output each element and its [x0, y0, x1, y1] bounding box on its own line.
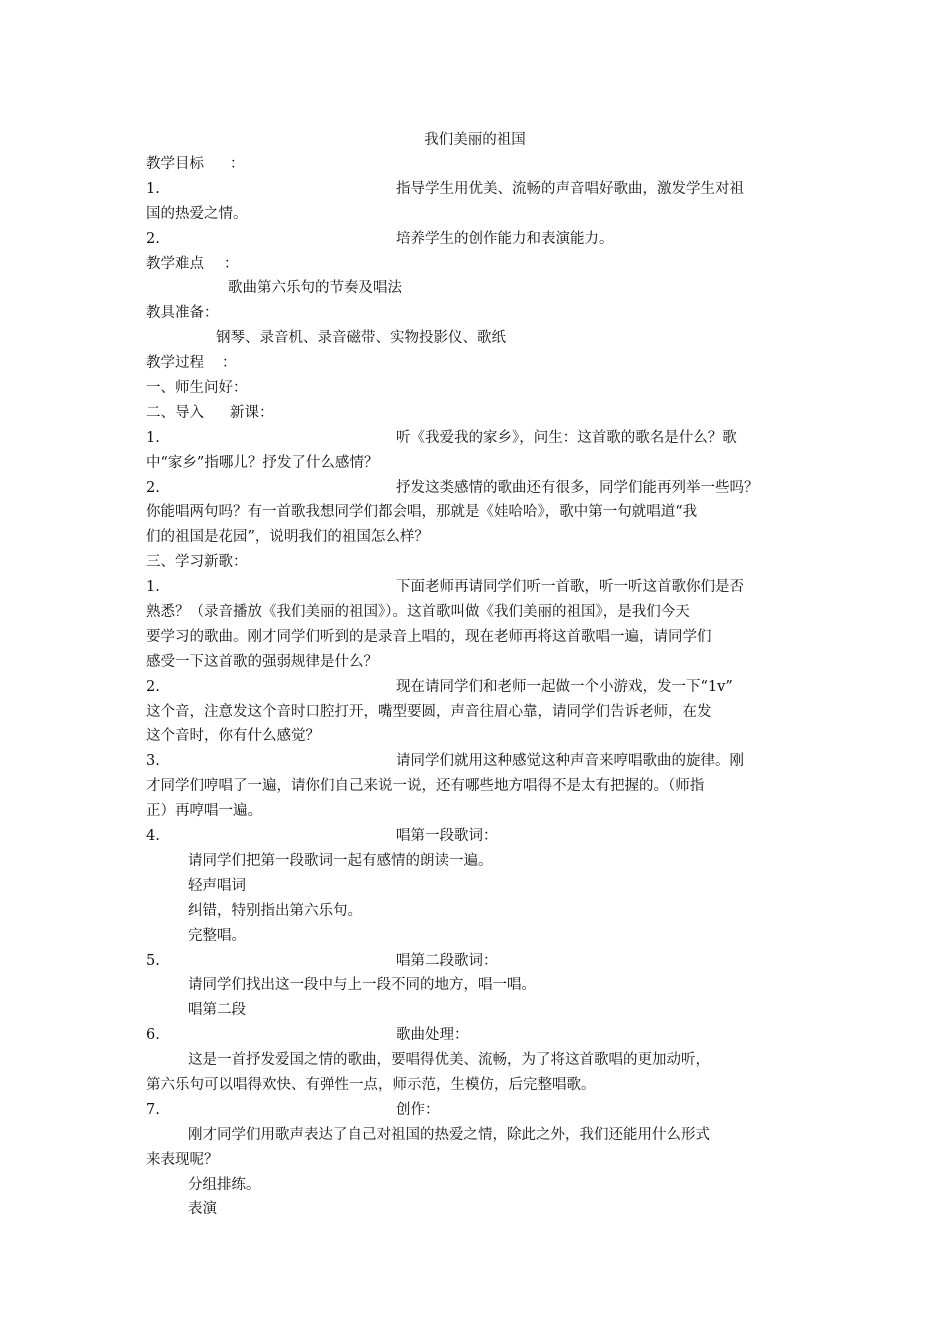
goal-item-2-number: 2.: [146, 230, 160, 247]
step-7-heading: [146, 1098, 810, 1123]
section-2-heading-a: 二、导入: [146, 404, 204, 421]
goals-heading-line: [146, 152, 810, 177]
process-heading-line: [146, 351, 810, 376]
goal-item-1-continuation: 国的热爱之情。: [146, 205, 248, 222]
step-7-title: 创作：: [396, 1101, 440, 1118]
document-body: [146, 152, 810, 1222]
learn-item-2-text: 现在请同学们和老师一起做一个小游戏，发一下“1v”: [396, 678, 733, 695]
difficulty-text: 歌曲第六乐句的节奏及唱法: [228, 280, 402, 297]
step-7-line-2: 表演: [188, 1201, 217, 1218]
learn-item-2: [146, 675, 810, 700]
step-4-line-3: 纠错，特别指出第六乐句。: [188, 902, 362, 919]
goal-item-1: [146, 177, 810, 202]
step-6-continuation: 第六乐句可以唱得欢快、有弹性一点，师示范，生模仿，后完整唱歌。: [146, 1076, 596, 1093]
learn-item-1-continuation-2: 要学习的歌曲。刚才同学们听到的是录音上唱的，现在老师再将这首歌唱一遍，请同学们: [146, 628, 712, 645]
learn-item-1: [146, 575, 810, 600]
learn-item-3-text: 请同学们就用这种感觉这种声音来哼唱歌曲的旋律。刚: [396, 753, 744, 770]
learn-item-2-continuation-1: 这个音，注意发这个音时口腔打开，嘴型要圆，声音往眉心靠，请同学们告诉老师，在发: [146, 703, 712, 720]
intro-item-2-text: 抒发这类感情的歌曲还有很多，同学们能再列举一些吗？: [396, 479, 759, 496]
step-7-number: 7.: [146, 1101, 160, 1118]
difficulty-colon: ：: [224, 255, 239, 272]
goals-heading: 教学目标: [146, 156, 204, 172]
intro-item-2-continuation-2: 们的祖国是花园”，说明我们的祖国怎么样？: [146, 529, 429, 546]
step-4-number: 4.: [146, 828, 160, 845]
intro-item-1-text: 听《我爱我的家乡》，问生：这首歌的歌名是什么？歌: [396, 429, 737, 446]
intro-item-2-number: 2.: [146, 479, 160, 496]
learn-item-3-continuation-2: 正）再哼唱一遍。: [146, 803, 262, 820]
learn-item-1-continuation-1: 熟悉？（录音播放《我们美丽的祖国》）。这首歌叫做《我们美丽的祖国》，是我们今天: [146, 604, 690, 621]
process-colon: ：: [222, 355, 237, 372]
step-7-continuation: 来表现呢？: [146, 1151, 219, 1168]
section-1-heading: 一、师生问好：: [146, 380, 248, 397]
intro-item-2-continuation-1: 你能唱两句吗？有一首歌我想同学们都会唱，那就是《娃哈哈》，歌中第一句就唱道“我: [146, 504, 698, 521]
step-4-line-1: 请同学们把第一段歌词一起有感情的朗读一遍。: [188, 852, 493, 869]
learn-item-1-continuation-3: 感受一下这首歌的强弱规律是什么？: [146, 653, 378, 670]
intro-item-1: [146, 426, 810, 451]
goal-item-2: [146, 227, 810, 252]
step-7-line-1: 分组排练。: [188, 1176, 261, 1193]
goal-item-1-text: 指导学生用优美、流畅的声音唱好歌曲，激发学生对祖: [396, 180, 744, 197]
step-4-line-2: 轻声唱词: [188, 877, 246, 894]
intro-item-2: [146, 476, 810, 501]
step-5-line-1: 请同学们找出这一段中与上一段不同的地方，唱一唱。: [188, 977, 536, 994]
intro-item-1-continuation: 中“家乡”指哪儿？抒发了什么感情？: [146, 454, 379, 471]
learn-item-3: [146, 749, 810, 774]
learn-item-1-text: 下面老师再请同学们听一首歌，听一听这首歌你们是否: [396, 579, 744, 596]
intro-item-1-number: 1.: [146, 429, 160, 446]
difficulty-heading-line: [146, 252, 810, 277]
tools-text: 钢琴、录音机、录音磁带、实物投影仪、歌纸: [216, 330, 506, 347]
step-5-number: 5.: [146, 952, 160, 969]
section-3-heading: 三、学习新歌：: [146, 554, 248, 571]
process-heading: 教学过程: [146, 355, 204, 372]
goal-item-1-number: 1.: [146, 180, 160, 197]
step-6-text: 这是一首抒发爱国之情的歌曲，要唱得优美、流畅，为了将这首歌唱的更加动听，: [188, 1052, 710, 1069]
step-5-title: 唱第二段歌词：: [396, 952, 498, 969]
step-7-text: 刚才同学们用歌声表达了自己对祖国的热爱之情，除此之外，我们还能用什么形式: [188, 1126, 710, 1143]
step-6-heading: [146, 1023, 810, 1048]
learn-item-2-number: 2.: [146, 678, 160, 695]
step-4-title: 唱第一段歌词：: [396, 828, 498, 845]
step-6-title: 歌曲处理：: [396, 1027, 469, 1044]
step-5-heading: [146, 949, 810, 974]
learn-item-3-continuation-1: 才同学们哼唱了一遍，请你们自己来说一说，还有哪些地方唱得不是太有把握的。（师指: [146, 778, 705, 795]
section-2-heading-b: 新课：: [230, 404, 274, 421]
goal-item-2-text: 培养学生的创作能力和表演能力。: [396, 230, 614, 247]
learn-item-2-continuation-2: 这个音时，你有什么感觉？: [146, 728, 320, 745]
step-6-number: 6.: [146, 1027, 160, 1044]
learn-item-3-number: 3.: [146, 753, 160, 770]
step-5-line-2: 唱第二段: [188, 1002, 246, 1019]
document-title: 我们美丽的祖国: [424, 132, 526, 148]
step-4-line-4: 完整唱。: [188, 927, 246, 944]
learn-item-1-number: 1.: [146, 579, 160, 596]
section-2-heading-line: [146, 401, 810, 426]
goals-colon: ：: [230, 156, 245, 172]
difficulty-heading: 教学难点: [146, 255, 204, 272]
step-4-heading: [146, 824, 810, 849]
tools-heading: 教具准备：: [146, 305, 219, 322]
